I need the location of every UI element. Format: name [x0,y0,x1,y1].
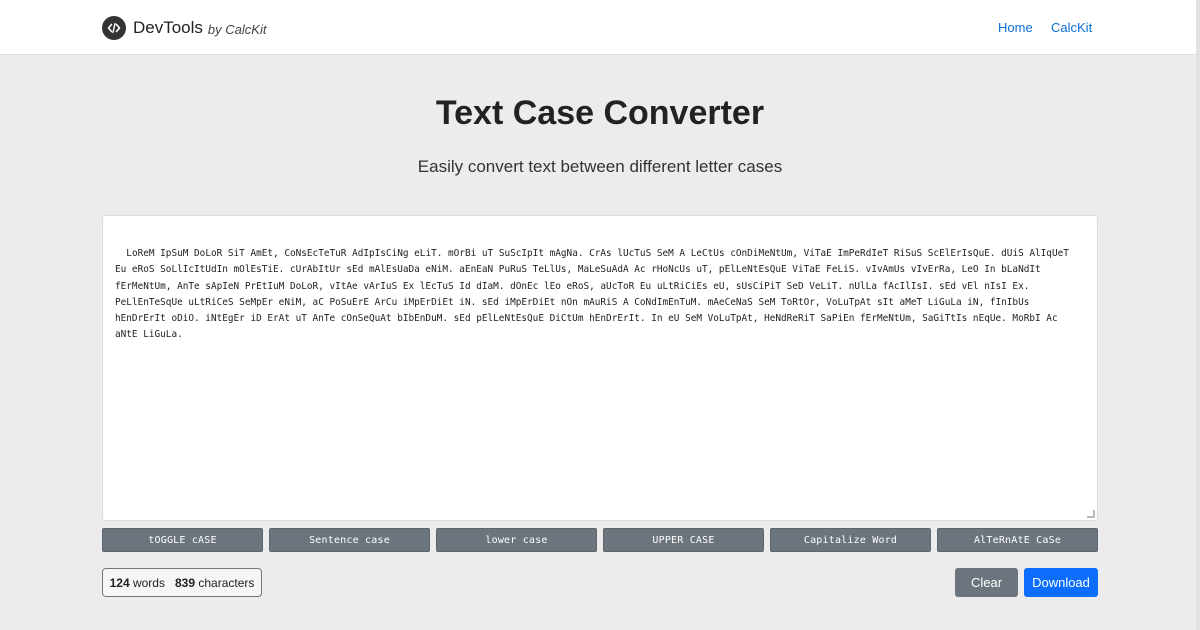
toggle-case-button[interactable]: tOGGLE cASE [102,528,263,552]
capitalize-word-button[interactable]: Capitalize Word [770,528,931,552]
page-subtitle: Easily convert text between different letter cases [417,157,783,176]
download-button[interactable]: Download [1024,568,1098,597]
code-icon [102,16,126,40]
nav-link-calckit[interactable]: CalcKit [1051,20,1093,35]
text-input-area[interactable] [102,215,1098,521]
clear-button[interactable]: Clear [955,568,1018,597]
brand-name: DevTools [133,18,203,37]
character-count: 839 [174,575,196,590]
lower-case-button[interactable]: lower case [436,528,597,552]
text-stats [102,568,262,597]
alternate-case-button[interactable]: AlTeRnAtE CaSe [937,528,1098,552]
resize-handle-icon[interactable] [1087,510,1095,518]
top-navbar [0,0,1200,55]
brand[interactable] [102,16,266,40]
nav-link-home[interactable]: Home [998,20,1033,35]
case-button-group [102,528,1098,552]
word-count-label: words [132,575,165,590]
character-count-label: characters [198,575,255,590]
sentence-case-button[interactable]: Sentence case [269,528,430,552]
editor-text: LoReM IpSuM DoLoR SiT AmEt, CoNsEcTeTuR AdIpIsCiNg eLiT. mOrBi uT SuScIpIt mAgNa. CrAs lUcTuS SeM A LeCtUs cOnDiMeNtUm, ViTaE ImPeRdIeT RiSuS ScElErIsQuE. dUiS AlIqUeT Eu eRoS SoLlIcItUdIn mOlEsTiE. cUrAbItUr sEd mAlEsUaDa eNiM. aEnEaN PuRuS TeLlUs, MaLeSuAdA Ac rHoNcUs uT, pElLeNtEsQuE ViTaE FeLiS. vIvAmUs vIvErRa, LeO In bLaNdIt fErMeNtUm, AnTe sApIeN PrEtIuM DoLoR, vItAe vArIuS Ex lEcTuS Id dIaM. dOnEc lEo eRoS, aUcToR Eu uLtRiCiEs eU, sUsCiPiT SeD VeLiT. nUlLa fAcIlIsI. sEd vEl nIsI Ex. PeLlEnTeSqUe uLtRiCeS SeMpEr eNiM, aC PoSuErE ArCu iMpErDiEt iN. sEd iMpErDiEt nOn mAuRiS A CoNdImEnTuM. mAeCeNaS SeM ToRtOr, VoLuTpAt sIt aMeT LiGuLa iN, fInIbUs hEnDrErIt oDiO. iNtEgEr iD ErAt uT AnTe cOnSeQuAt bIbEnDuM. sEd pElLeNtEsQuE DiCtUm hEnDrErIt. In eU SeM VoLuTpAt, HeNdReRiT SaPiEn fErMeNtUm, SaGiTtIs nEqUe. MoRbI Ac aNtE LiGuLa. [115,248,1075,341]
word-count: 124 [109,575,130,590]
upper-case-button[interactable]: UPPER CASE [603,528,764,552]
brand-byline: by CalcKit [207,22,267,37]
page-title: Text Case Converter [435,94,765,132]
